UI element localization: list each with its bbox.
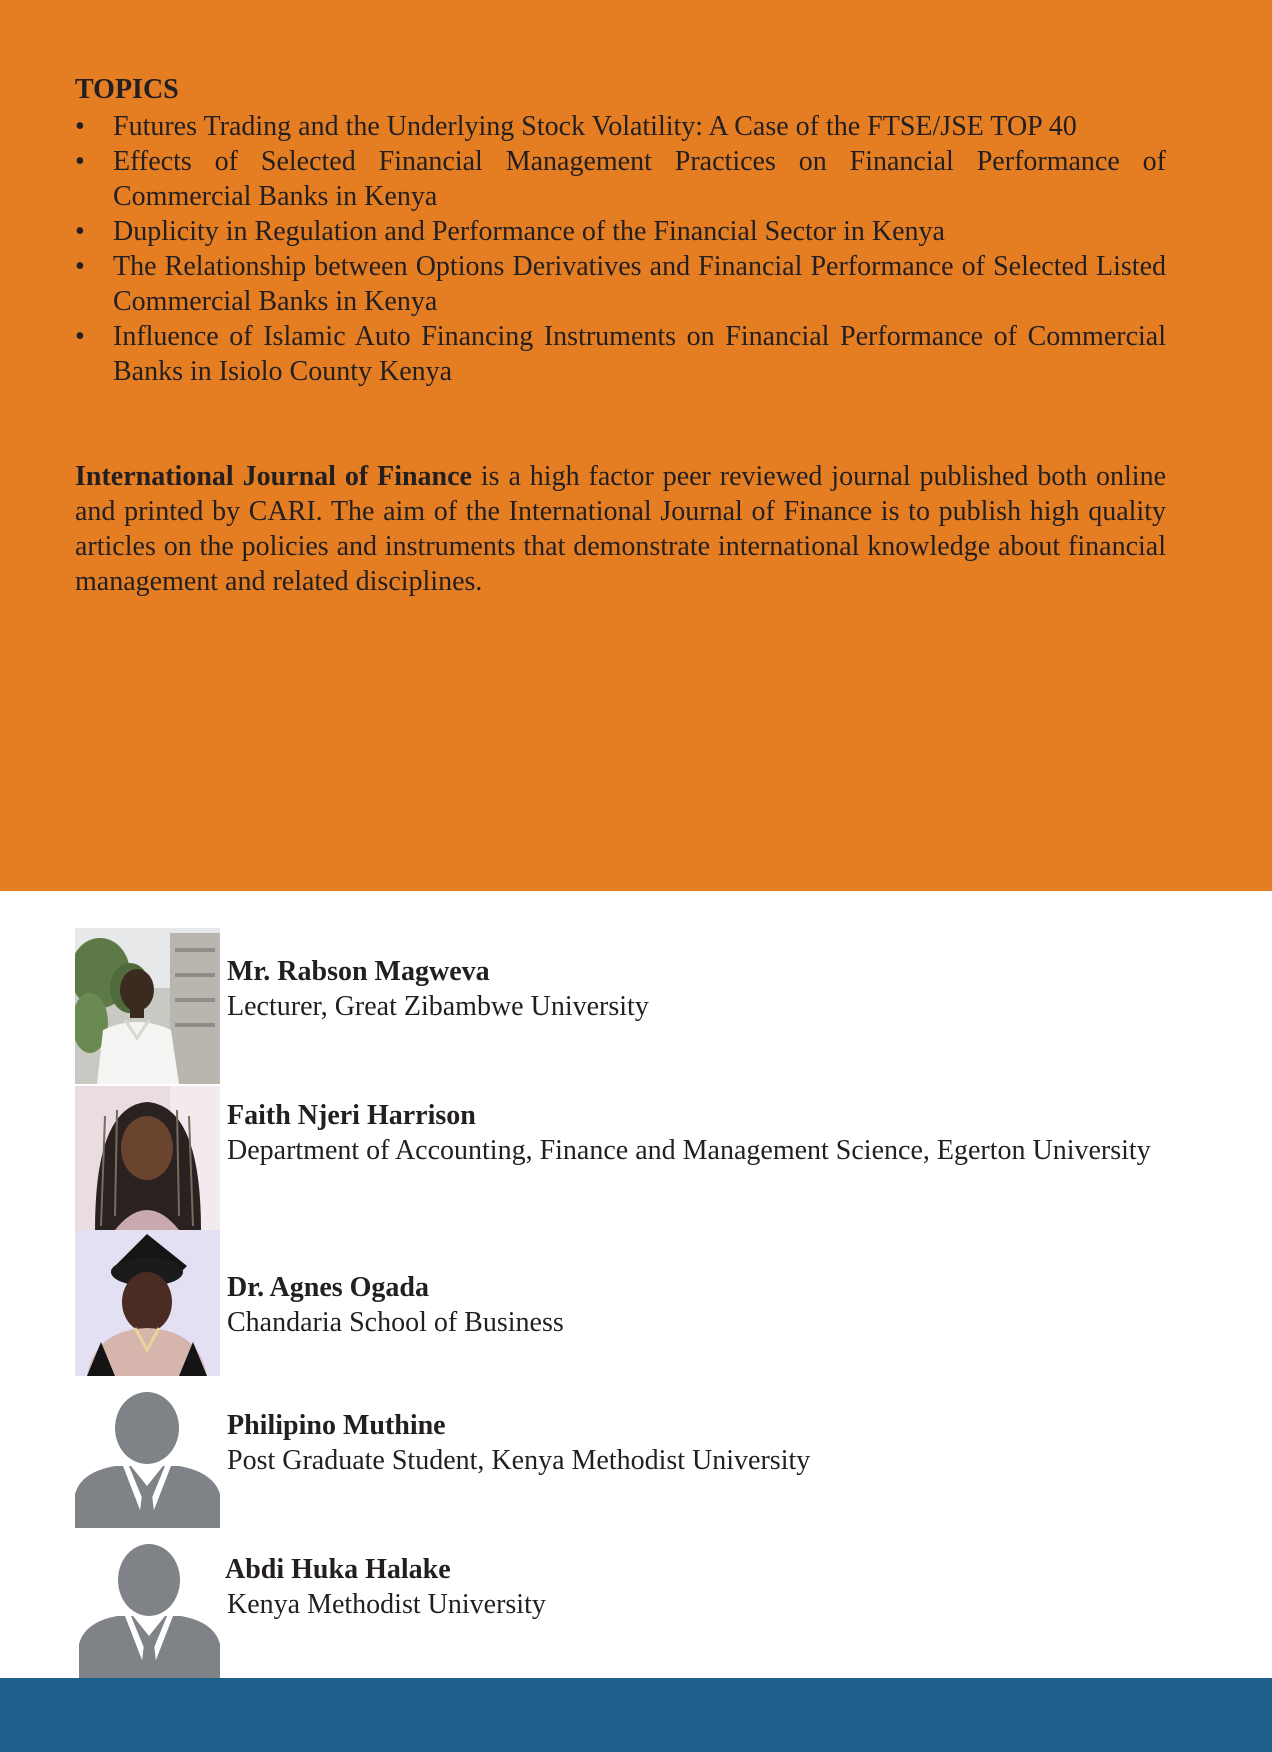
author-name: Dr. Agnes Ogada — [227, 1272, 430, 1303]
journal-name: International Journal of Finance — [75, 461, 472, 492]
topic-item: • The Relationship between Options Derivatives and Financial Performance of Selected Listed Commercial Banks in Kenya — [75, 251, 1166, 317]
bullet-icon: • — [75, 321, 85, 352]
topic-item: • Effects of Selected Financial Management Practices on Financial Performance of Commercial Banks in Kenya — [75, 146, 1166, 212]
author-photo-image — [75, 1086, 220, 1230]
bullet-icon: • — [75, 146, 85, 177]
author-name: Philipino Muthine — [227, 1410, 446, 1441]
topics-list — [75, 109, 1166, 389]
author-text — [227, 1408, 1187, 1478]
author-entry — [75, 928, 1225, 1084]
author-photo — [75, 1086, 220, 1230]
author-entry — [75, 1230, 1225, 1376]
author-entry — [75, 1086, 1225, 1230]
silhouette-icon — [79, 1542, 220, 1678]
author-text — [227, 1270, 1187, 1340]
author-affiliation: Lecturer, Great Zibambwe University — [227, 991, 649, 1022]
author-photo — [75, 1230, 220, 1376]
bullet-icon: • — [75, 111, 85, 142]
journal-description-text: is a high factor peer reviewed journal published both online and printed by CARI. The aim of the International Journal of Finance is to publish high quality articles on the policies and instruments that demonstrate international knowledge about financial management and related disciplines. — [75, 461, 1166, 597]
author-text — [227, 954, 1187, 1024]
journal-description — [75, 459, 1166, 599]
author-photo — [75, 928, 220, 1084]
author-text — [225, 1552, 1185, 1622]
author-entry — [75, 1542, 1225, 1678]
person-placeholder-icon — [79, 1542, 220, 1678]
topic-item: • Duplicity in Regulation and Performance of the Financial Sector in Kenya — [75, 216, 945, 247]
author-affiliation: Kenya Methodist University — [227, 1589, 546, 1620]
silhouette-icon — [75, 1390, 220, 1528]
topics-heading: TOPICS — [75, 74, 179, 105]
topic-item: • Influence of Islamic Auto Financing Instruments on Financial Performance of Commercial Banks in Isiolo County Kenya — [75, 321, 1166, 387]
author-affiliation: Post Graduate Student, Kenya Methodist University — [227, 1445, 811, 1476]
author-entry — [75, 1390, 1225, 1528]
bullet-icon: • — [75, 216, 85, 247]
author-affiliation: Chandaria School of Business — [227, 1307, 564, 1338]
topic-item: • Futures Trading and the Underlying Stock Volatility: A Case of the FTSE/JSE TOP 40 — [75, 111, 1077, 142]
author-text — [227, 1098, 1187, 1168]
author-name: Mr. Rabson Magweva — [227, 956, 490, 987]
bullet-icon: • — [75, 251, 85, 282]
author-name: Faith Njeri Harrison — [227, 1100, 476, 1131]
author-photo-image — [75, 1230, 220, 1376]
author-photo-image — [75, 928, 220, 1084]
author-name: Abdi Huka Halake — [225, 1554, 451, 1585]
person-placeholder-icon — [75, 1390, 220, 1528]
footer-band — [0, 1678, 1272, 1752]
author-affiliation: Department of Accounting, Finance and Management Science, Egerton University — [227, 1135, 1151, 1166]
